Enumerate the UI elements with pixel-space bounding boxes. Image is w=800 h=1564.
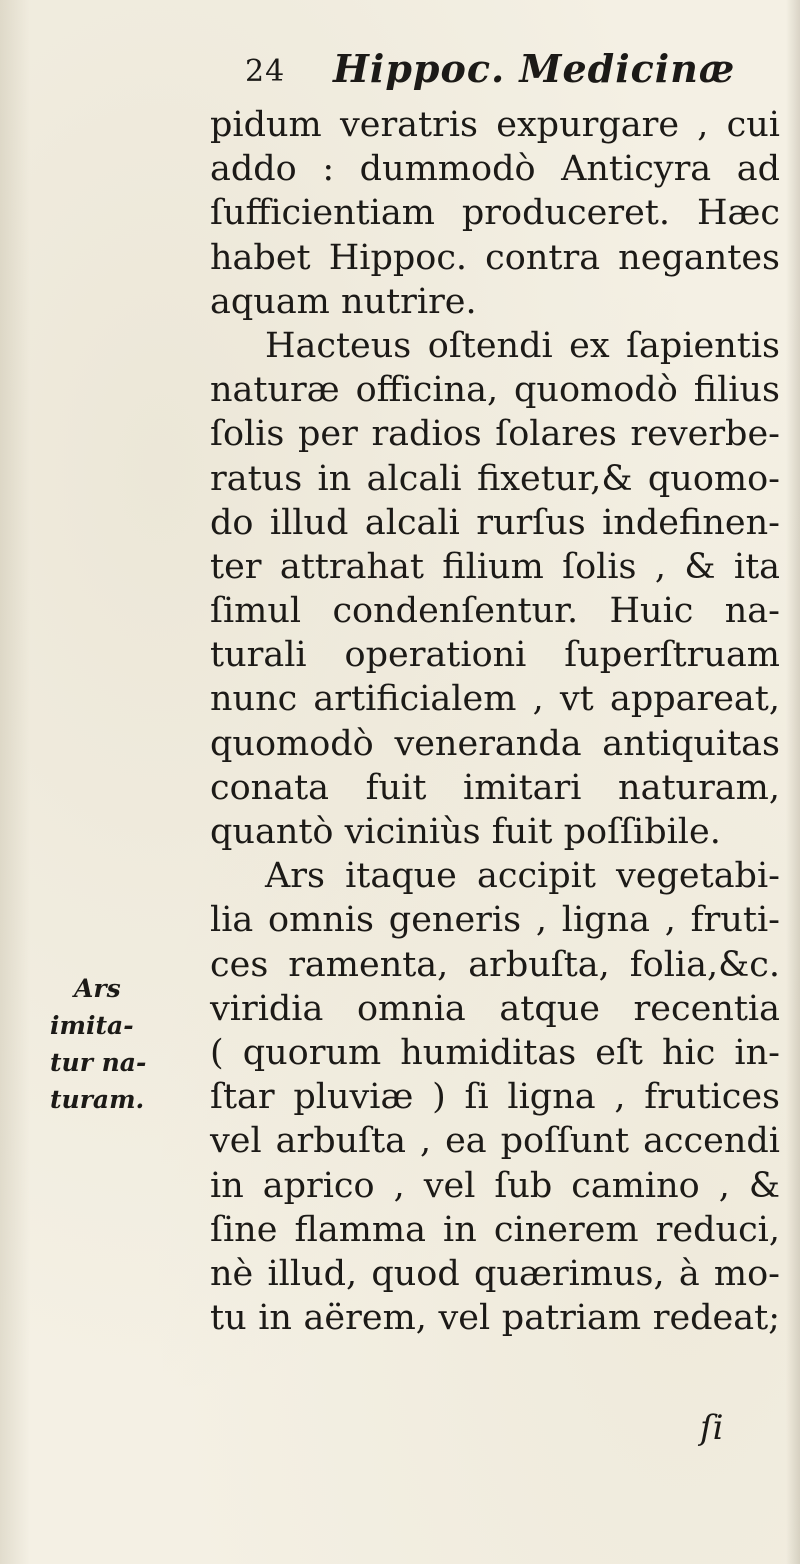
- margin-note-line: Ars: [74, 974, 121, 1003]
- text-line: ces ramenta, arbuſta, folia,&c.: [210, 944, 780, 985]
- page-number: 24: [245, 54, 286, 89]
- catchword: ſi: [700, 1408, 724, 1448]
- body-text: [210, 103, 780, 1340]
- text-line: aquam nutrire.: [210, 281, 477, 322]
- text-line: tu in aërem, vel patriam redeat;: [210, 1298, 780, 1339]
- text-line: pidum veratris expurgare , cui: [210, 105, 780, 145]
- text-line: ter attrahat filium ſolis , & ita: [210, 546, 780, 587]
- text-line: Ars itaque accipit vegetabi-: [265, 856, 780, 897]
- text-line: conata fuit imitari naturam,: [210, 767, 780, 808]
- text-line: ſufficientiam produceret. Hæc: [210, 193, 780, 234]
- margin-note-line: turam.: [50, 1085, 145, 1114]
- text-line: ſtar pluviæ ) ſi ligna , frutices: [210, 1077, 780, 1118]
- text-line: ( quorum humiditas eſt hic in-: [210, 1032, 780, 1073]
- text-line: turali operationi ſuperſtruam: [210, 635, 780, 676]
- text-line: do illud alcali rurſus indefinen-: [210, 502, 780, 543]
- text-line: ſimul condenſentur. Huic na-: [210, 591, 780, 632]
- margin-note-line: imita-: [50, 1011, 134, 1040]
- text-line: nè illud, quod quærimus, à mo-: [210, 1253, 780, 1294]
- text-line: ratus in alcali fixetur,& quomo-: [210, 458, 780, 499]
- text-line: ſine flamma in cinerem reduci,: [210, 1209, 780, 1250]
- text-line: quantò viciniùs fuit poſſibile.: [210, 812, 721, 852]
- page-edge: [786, 0, 800, 1564]
- page-header: [245, 40, 765, 96]
- text-line: vel arbuſta , ea poſſunt accendi: [210, 1121, 780, 1162]
- text-line: Hacteus oſtendi ex ſapientis: [265, 325, 780, 366]
- text-line: addo : dummodò Anticyra ad: [210, 149, 780, 190]
- margin-note: [50, 970, 200, 1118]
- text-line: lia omnis generis , ligna , fruti-: [210, 900, 780, 941]
- text-line: ſolis per radios ſolares reverbe-: [210, 414, 780, 455]
- text-line: quomodò veneranda antiquitas: [210, 723, 780, 764]
- text-line: nunc artificialem , vt appareat,: [210, 679, 780, 720]
- text-line: in aprico , vel ſub camino , &: [210, 1165, 780, 1206]
- text-line: naturæ officina, quomodò filius: [210, 370, 780, 411]
- margin-note-line: tur na-: [50, 1048, 147, 1077]
- text-line: habet Hippoc. contra negantes: [210, 237, 780, 278]
- text-line: viridia omnia atque recentia: [210, 988, 780, 1029]
- running-title: Hippoc. Medicinæ: [333, 46, 736, 91]
- gutter-shadow: [0, 0, 30, 1564]
